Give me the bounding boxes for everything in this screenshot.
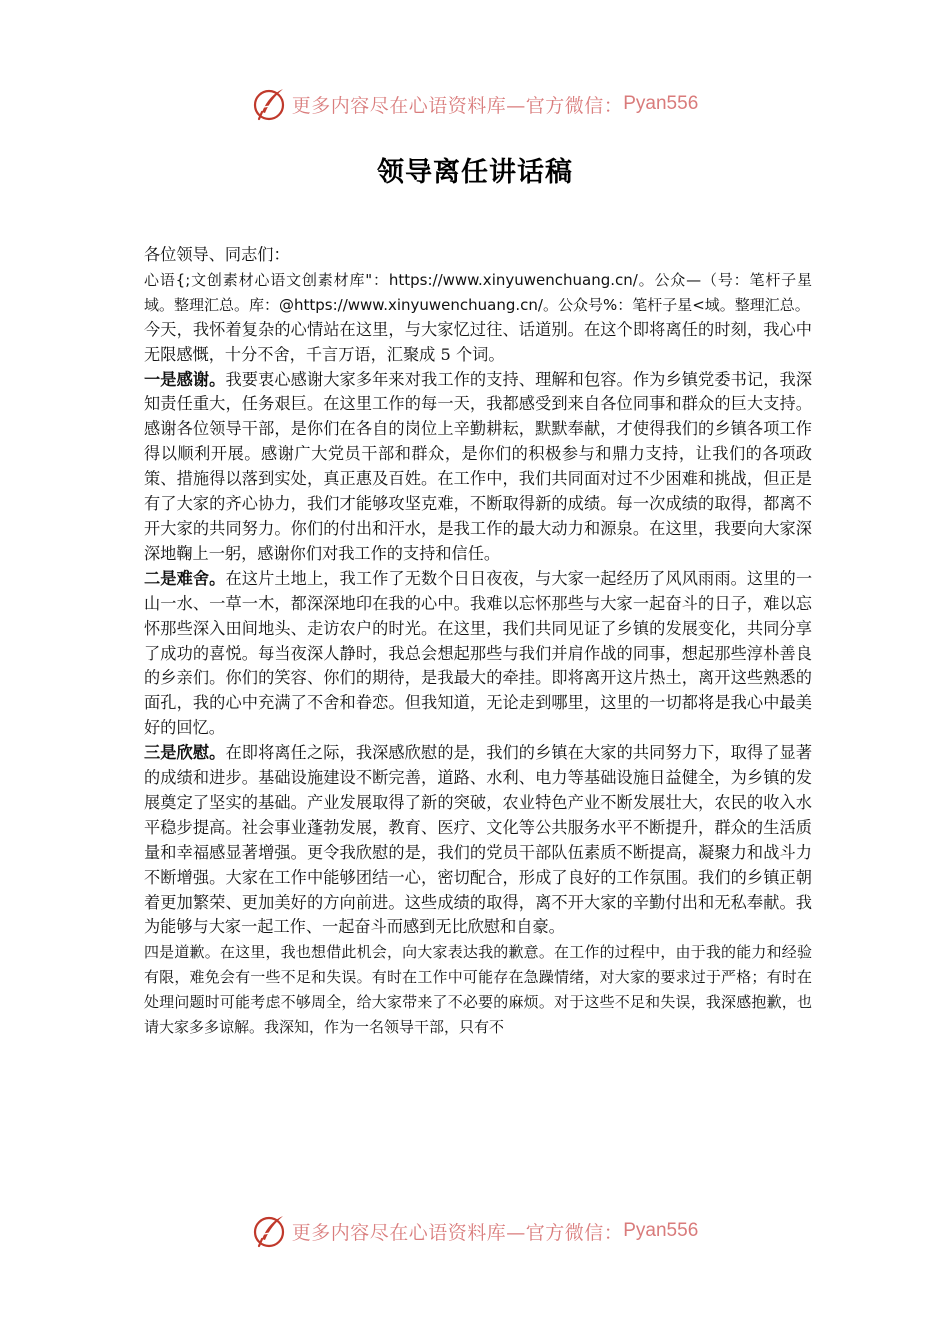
footer-banner — [0, 1211, 950, 1251]
banner-text: 更多内容尽在心语资料库—官方微信： — [291, 94, 624, 117]
banner-wechat-id: Pyan556 — [623, 1220, 699, 1241]
section-gratification — [144, 741, 812, 940]
section-lead: 二是难舍。 — [144, 568, 226, 588]
document-title: 领导离任讲话稿 — [377, 157, 573, 188]
section-lead: 四是道歉。 — [144, 943, 220, 962]
section-text: 我要衷心感谢大家多年来对我工作的支持、理解和包容。作为乡镇党委书记，我深知责任重大，任务艰巨。在这里工作的每一天，我都感受到来自各位同事和群众的巨大支持。感谢各位领导干部，是你们在各自的岗位上辛勤耕耘，默默奉献，才使得我们的乡镇各项工作得以顺利开展。感谢广大党员干部和群众，是你们的积极参与和鼎力支持，让我们的各项政策、措施得以落到实处，真正惠及百姓。在工作中，我们共同面对过不少困难和挑战，但正是有了大家的齐心协力，我们才能够攻坚克难，不断取得新的成绩。每一次成绩的取得，都离不开大家的共同努力。你们的付出和汗水，是我工作的最大动力和源泉。在这里，我要向大家深深地鞠上一躬，感谢你们对我工作的支持和信任。 — [144, 369, 813, 563]
section-lead: 一是感谢。 — [144, 369, 226, 389]
banner-inner — [252, 86, 699, 122]
section-reluctance — [144, 567, 812, 741]
section-thanks — [144, 368, 812, 567]
intro-paragraph: 今天，我怀着复杂的心情站在这里，与大家忆过往、话道别。在这个即将离任的时刻，我心中无限感慨，十分不舍，千言万语，汇聚成 5 个词。 — [144, 319, 812, 364]
banner-inner — [252, 1213, 699, 1249]
quill-pen-logo-icon — [252, 86, 288, 122]
salutation: 各位领导、同志们： — [144, 245, 290, 264]
quill-pen-logo-icon — [252, 1213, 288, 1249]
banner-text: 更多内容尽在心语资料库—官方微信： — [291, 1221, 624, 1244]
section-text: 在即将离任之际，我深感欣慰的是，我们的乡镇在大家的共同努力下，取得了显著的成绩和进步。基础设施建设不断完善，道路、水利、电力等基础设施日益健全，为乡镇的发展奠定了坚实的基础。产业发展取得了新的突破，农业特色产业不断发展壮大，农民的收入水平稳步提高。社会事业蓬勃发展，教育、医疗、文化等公共服务水平不断提升，群众的生活质量和幸福感显著增强。更令我欣慰的是，我们的党员干部队伍素质不断提高，凝聚力和战斗力不断增强。大家在工作中能够团结一心，密切配合，形成了良好的工作氛围。我们的乡镇正朝着更加繁荣、更加美好的方向前进。这些成绩的取得，离不开大家的辛勤付出和无私奉献。我为能够与大家一起工作、一起奋斗而感到无比欣慰和自豪。 — [144, 743, 813, 937]
header-banner — [0, 84, 950, 124]
section-lead: 三是欣慰。 — [144, 743, 226, 763]
source-note: 心语{;文创素材心语文创素材库"：https://www.xinyuwenchuang.cn/。公众—（号：笔杆子星域。整理汇总。库：@https://www.xinyuwenchuang.cn/。公众号%：笔杆子星<域。整理汇总。 — [144, 270, 812, 314]
section-apology — [144, 940, 812, 1040]
section-text: 在这里，我也想借此机会，向大家表达我的歉意。在工作的过程中，由于我的能力和经验有限，难免会有一些不足和失误。有时在工作中可能存在急躁情绪，对大家的要求过于严格；有时在处理问题时可能考虑不够周全，给大家带来了不必要的麻烦。对于这些不足和失误，我深感抱歉，也请大家多多谅解。我深知，作为一名领导干部，只有不 — [144, 943, 812, 1037]
section-text: 在这片土地上，我工作了无数个日日夜夜，与大家一起经历了风风雨雨。这里的一山一水、一草一木，都深深地印在我的心中。我难以忘怀那些与大家一起奋斗的日子，难以忘怀那些深入田间地头、走访农户的时光。在这里，我们共同见证了乡镇的发展变化，共同分享了成功的喜悦。每当夜深人静时，我总会想起那些与我们并肩作战的同事，想起那些淳朴善良的乡亲们。你们的笑容、你们的期待，是我最大的牵挂。即将离开这片热土，离开这些熟悉的面孔，我的心中充满了不舍和眷恋。但我知道，无论走到哪里，这里的一切都将是我心中最美好的回忆。 — [144, 568, 813, 738]
banner-wechat-id: Pyan556 — [623, 93, 699, 114]
document-body — [144, 243, 812, 1040]
